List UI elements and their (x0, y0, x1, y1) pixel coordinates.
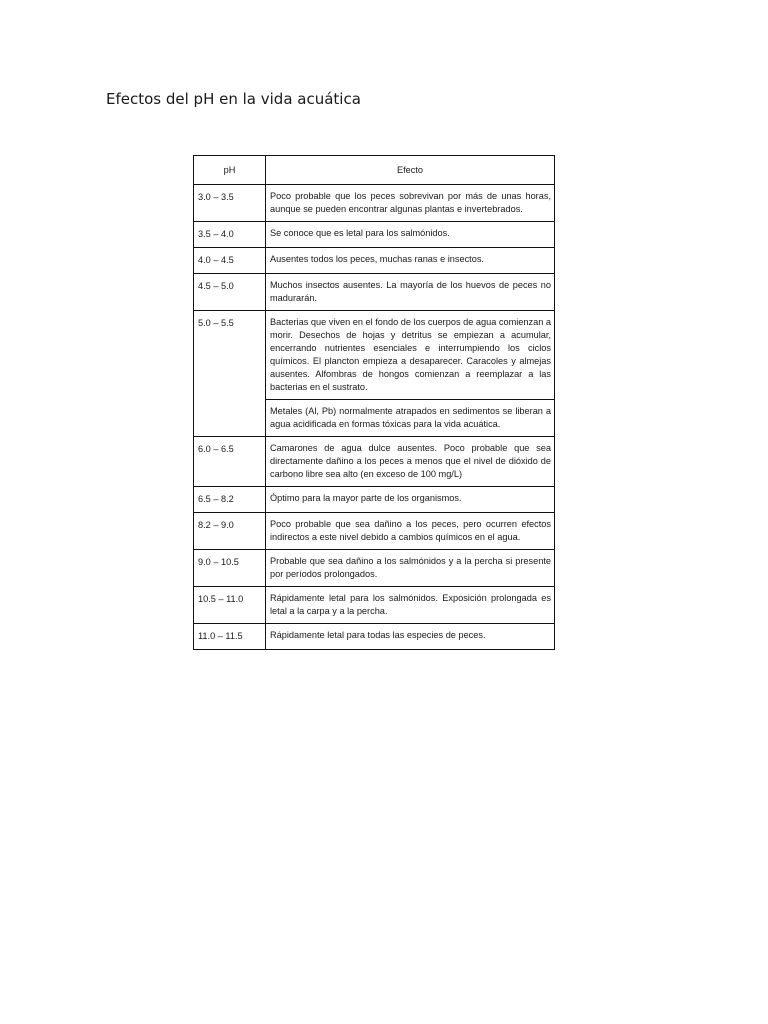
effect-cell: Muchos insectos ausentes. La mayoría de los huevos de peces no madurarán. (266, 274, 555, 311)
ph-effects-table (193, 155, 555, 650)
table-row (194, 185, 555, 222)
table-row (194, 437, 555, 487)
page-title: Efectos del pH en la vida acuática (106, 90, 361, 108)
table-row (194, 550, 555, 587)
ph-range-cell: 6.5 – 8.2 (194, 487, 266, 513)
effect-cell: Ausentes todos los peces, muchas ranas e insectos. (266, 248, 555, 274)
ph-range-cell: 4.0 – 4.5 (194, 248, 266, 274)
ph-range-cell: 4.5 – 5.0 (194, 274, 266, 311)
ph-range-cell: 8.2 – 9.0 (194, 513, 266, 550)
table-header-row (194, 156, 555, 185)
ph-range-cell: 9.0 – 10.5 (194, 550, 266, 587)
effect-cell: Se conoce que es letal para los salmónidos. (266, 222, 555, 248)
ph-range-cell: 5.0 – 5.5 (194, 311, 266, 437)
table-row (194, 513, 555, 550)
ph-range-cell: 6.0 – 6.5 (194, 437, 266, 487)
effect-cell: Rápidamente letal para los salmónidos. Exposición prolongada es letal a la carpa y a la percha. (266, 587, 555, 624)
ph-range-cell: 3.5 – 4.0 (194, 222, 266, 248)
effect-cell: Óptimo para la mayor parte de los organismos. (266, 487, 555, 513)
effect-cell: Poco probable que los peces sobrevivan por más de unas horas, aunque se pueden encontrar algunas plantas e invertebrados. (266, 185, 555, 222)
header-ph: pH (194, 156, 266, 185)
table-row (194, 487, 555, 513)
table-row (194, 248, 555, 274)
ph-range-cell: 10.5 – 11.0 (194, 587, 266, 624)
effect-cell: Poco probable que sea dañino a los peces, pero ocurren efectos indirectos a este nivel debido a cambios químicos en el agua. (266, 513, 555, 550)
ph-range-cell: 11.0 – 11.5 (194, 624, 266, 650)
ph-range-cell: 3.0 – 3.5 (194, 185, 266, 222)
table-row (194, 311, 555, 400)
effect-cell: Metales (Al, Pb) normalmente atrapados en sedimentos se liberan a agua acidificada en formas tóxicas para la vida acuática. (266, 400, 555, 437)
table-row (194, 587, 555, 624)
table-row (194, 222, 555, 248)
effect-cell: Bacterias que viven en el fondo de los cuerpos de agua comienzan a morir. Desechos de hojas y detritus se empiezan a acumular, encerrando nutrientes esenciales e interrumpiendo los ciclos químicos. El plancton empieza a desaparecer. Caracoles y almejas ausentes. Alfombras de hongos comienzan a reemplazar a las bacterias en el sustrato. (266, 311, 555, 400)
effect-cell: Camarones de agua dulce ausentes. Poco probable que sea directamente dañino a los peces a menos que el nivel de dióxido de carbono libre sea alto (en exceso de 100 mg/L) (266, 437, 555, 487)
header-effect: Efecto (266, 156, 555, 185)
table-row (194, 624, 555, 650)
effect-cell: Probable que sea dañino a los salmónidos y a la percha si presente por períodos prolongados. (266, 550, 555, 587)
table-row (194, 274, 555, 311)
effect-cell: Rápidamente letal para todas las especies de peces. (266, 624, 555, 650)
